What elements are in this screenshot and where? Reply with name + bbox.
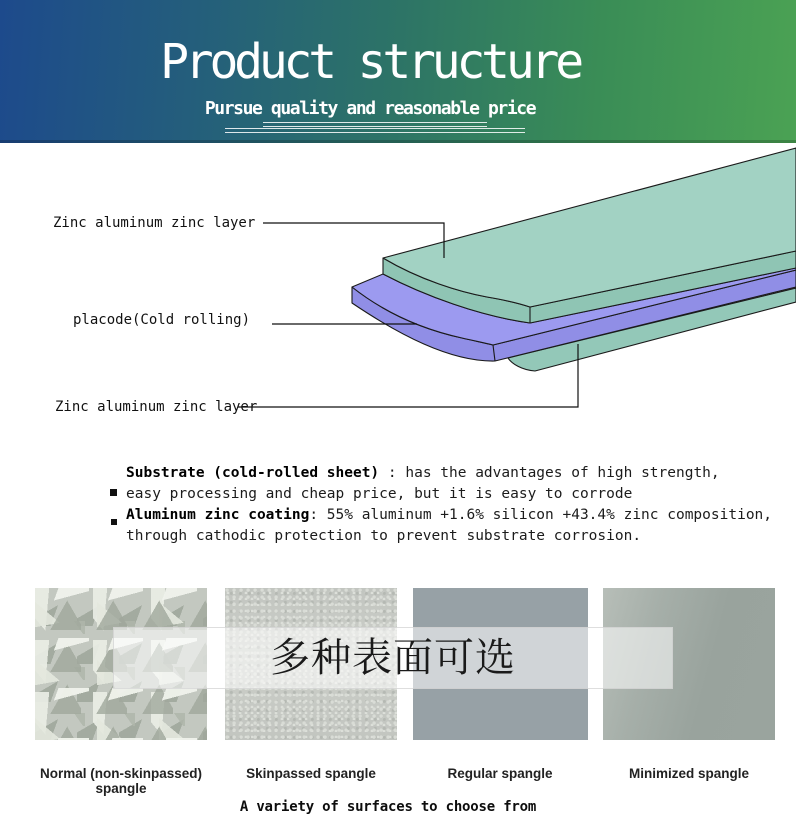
swatch-label-minimized: Minimized spangle [628, 766, 750, 781]
note-coating-lead: Aluminum zinc coating [126, 507, 310, 523]
subtitle-underline-bottom [225, 128, 525, 133]
surfaces-caption: A variety of surfaces to choose from [239, 799, 537, 815]
note-coating-line2: through cathodic protection to prevent substrate corrosion. [126, 528, 642, 544]
bullet-square-2 [111, 519, 117, 525]
label-top-coating: Zinc aluminum zinc layer [53, 215, 256, 231]
swatch-label-regular: Regular spangle [447, 766, 553, 781]
note-substrate [126, 463, 774, 505]
note-substrate-text: : has the advantages of high strength, [379, 465, 720, 481]
subtitle-underline-top [263, 122, 487, 127]
swatch-label-skinpassed: Skinpassed spangle [246, 766, 376, 781]
notes-list [126, 463, 774, 547]
surface-overlay-banner: 多种表面可选 [113, 627, 673, 689]
header-banner [0, 0, 796, 143]
note-substrate-line2: easy processing and cheap price, but it is easy to corrode [126, 486, 633, 502]
note-substrate-lead: Substrate (cold-rolled sheet) [126, 465, 380, 481]
page-subtitle: Pursue quality and reasonable price [204, 98, 536, 119]
bullet-square-1 [110, 489, 117, 496]
label-substrate: placode(Cold rolling) [73, 312, 251, 328]
label-bottom-coating: Zinc aluminum zinc layer [55, 399, 258, 415]
header-content [0, 0, 740, 143]
layer-structure-diagram [0, 140, 796, 470]
note-coating [126, 505, 774, 547]
swatch-label-normal: Normal (non-skinpassed) spangle [39, 766, 203, 796]
note-coating-text: : 55% aluminum +1.6% silicon +43.4% zinc composition, [309, 507, 773, 523]
page-title: Product structure [160, 34, 580, 90]
